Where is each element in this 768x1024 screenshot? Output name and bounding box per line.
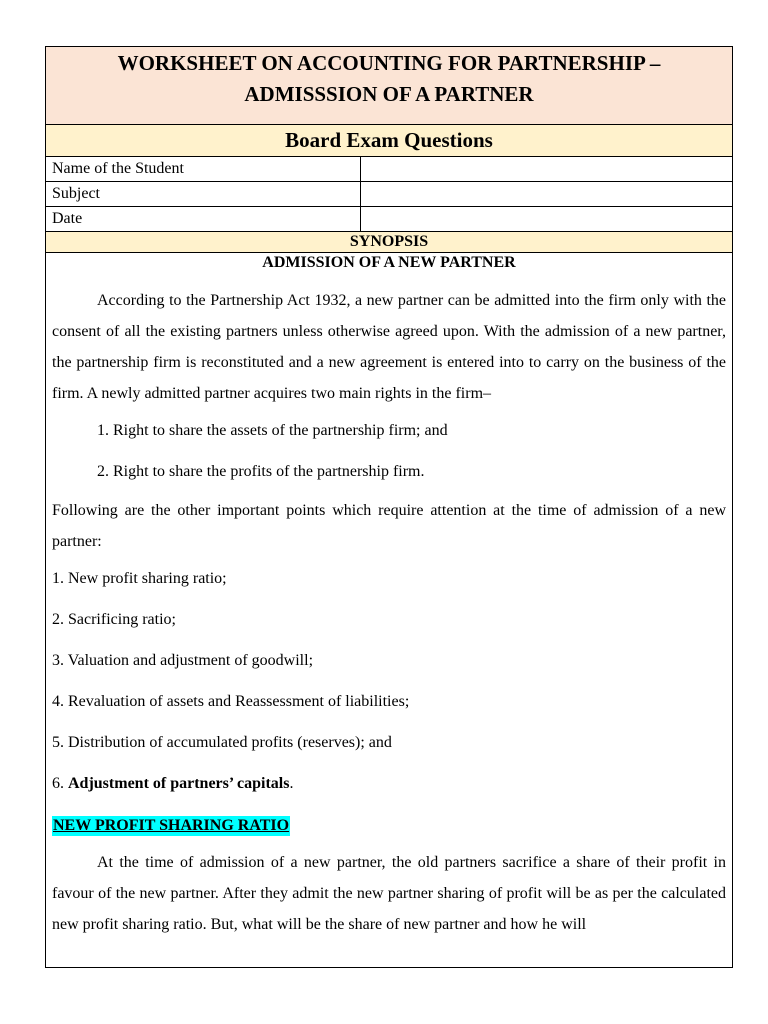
board-exam-heading: Board Exam Questions [46,125,732,157]
last-point-text: Adjustment of partners’ capitals [68,775,290,792]
list-item: 5. Distribution of accumulated profits (reserves); and [52,734,392,751]
date-label: Date [46,207,361,231]
date-row [46,207,732,232]
intro-paragraph: According to the Partnership Act 1932, a new partner can be admitted into the firm only with the consent of all the existing partners unless otherwise agreed upon. With the admission of a new partner, the partnership firm is reconstituted and a new agreement is entered into to carry on the business of the firm. A newly admitted partner acquires two main rights in the firm– [52,292,726,402]
synopsis-heading: SYNOPSIS [46,232,732,253]
points-intro: Following are the other important points which require attention at the time of admission of a new partner: [52,502,726,550]
list-item: 3. Valuation and adjustment of goodwill; [52,652,314,669]
section-paragraph: At the time of admission of a new partner, the old partners sacrifice a share of their profit in favour of the new partner. After they admit the new partner sharing of profit will be as per the calculated new profit sharing ratio. But, what will be the share of new partner and how he will [52,854,726,933]
list-item-last [52,774,726,794]
list-item: 2. Sacrificing ratio; [52,611,176,628]
worksheet [45,46,733,968]
name-row [46,157,732,182]
points-list [52,569,726,794]
new-profit-sharing-ratio-heading: NEW PROFIT SHARING RATIO [53,817,290,834]
list-item: 1. New profit sharing ratio; [52,570,227,587]
list-item: 4. Revaluation of assets and Reassessment of liabilities; [52,693,410,710]
subject-field[interactable] [361,182,732,206]
subject-label: Subject [46,182,361,206]
section-subheading: ADMISSION OF A NEW PARTNER [262,254,516,271]
name-field[interactable] [361,157,732,181]
subject-row [46,182,732,207]
date-field[interactable] [361,207,732,231]
title-line-2: ADMISSSION OF A PARTNER [244,82,534,106]
right-item-2: 2. Right to share the profits of the partnership firm. [97,463,425,480]
title-cell [46,47,732,125]
right-item-1: 1. Right to share the assets of the partnership firm; and [97,422,448,439]
name-label: Name of the Student [46,157,361,181]
last-point-number: 6. [52,775,68,792]
last-point-end: . [289,775,294,792]
title-line-1: WORKSHEET ON ACCOUNTING FOR PARTNERSHIP – [117,51,661,75]
synopsis-body [46,253,732,940]
